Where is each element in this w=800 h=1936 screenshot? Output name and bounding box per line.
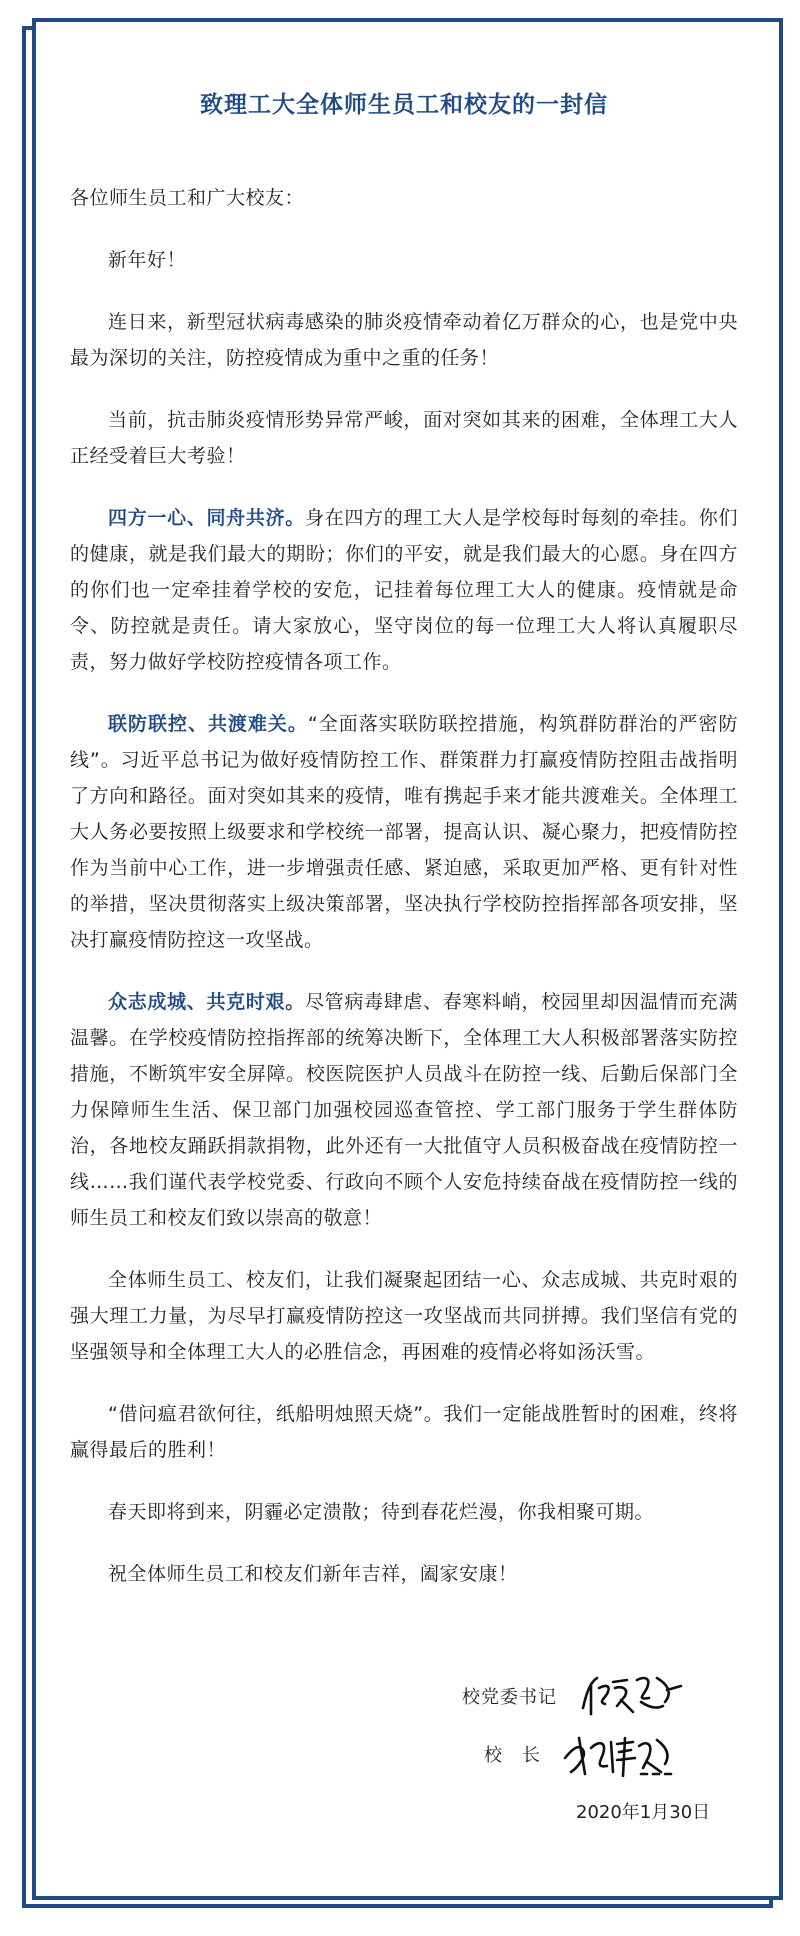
paragraph-text: 尽管病毒肆虐、春寒料峭，校园里却因温情而充满温馨。在学校疫情防控指挥部的统筹决断下，全体理工大人积极部署落实防控措施，不断筑牢安全屏障。校医院医护人员战斗在防控一线、后勤后保部门全力保障师生生活、保卫部门加强校园巡查管控、学工部门服务于学生群体防治，各地校友踊跃捐款捐物，此外还有一大批值守人员积极奋战在疫情防控一线……我们谨代表学校党委、行政向不顾个人安危持续奋战在疫情防控一线的师生员工和校友们致以崇高的敬意！ bbox=[70, 991, 738, 1229]
paragraph-epidemic-intro bbox=[70, 304, 738, 376]
paragraph-text: 连日来，新型冠状病毒感染的肺炎疫情牵动着亿万群众的心，也是党中央最为深切的关注，防控疫情成为重中之重的任务！ bbox=[70, 311, 738, 369]
paragraph-text: 新年好！ bbox=[108, 249, 187, 271]
paragraph-united bbox=[70, 500, 738, 680]
paragraph-situation bbox=[70, 402, 738, 474]
paragraph-text: 春天即将到来，阴霾必定溃散；待到春花烂漫，你我相聚可期。 bbox=[108, 1501, 655, 1523]
paragraph-lead: 众志成城、共克时艰。 bbox=[108, 991, 305, 1013]
paragraph-lead: 联防联控、共渡难关。 bbox=[108, 713, 308, 735]
paragraph-text: 祝全体师生员工和校友们新年吉祥，阖家安康！ bbox=[108, 1563, 518, 1585]
letter-body bbox=[70, 180, 738, 1618]
paragraph-new-year bbox=[70, 242, 738, 278]
paragraph-text: 当前，抗击肺炎疫情形势异常严峻，面对突如其来的困难，全体理工大人正经受着巨大考验！ bbox=[70, 409, 738, 467]
paragraph-text: 身在四方的理工大人是学校每时每刻的牵挂。你们的健康，就是我们最大的期盼；你们的平安，就是我们最大的心愿。身在四方的你们也一定牵挂着学校的安危，记挂着每位理工大人的健康。疫情就是命令、防控就是责任。请大家放心，坚守岗位的每一位理工大人将认真履职尽责，努力做好学校防控疫情各项工作。 bbox=[70, 507, 738, 673]
paragraph-together bbox=[70, 984, 738, 1236]
paragraph-text: 全体师生员工、校友们，让我们凝聚起团结一心、众志成城、共克时艰的强大理工力量，为尽早打赢疫情防控这一攻坚战而共同拼搏。我们坚信有党的坚强领导和全体理工大人的必胜信念，再困难的疫情必将如汤沃雪。 bbox=[70, 1269, 738, 1363]
greeting: 各位师生员工和广大校友： bbox=[70, 187, 305, 209]
paragraph-text: “全面落实联防联控措施，构筑群防群治的严密防线”。习近平总书记为做好疫情防控工作、群策群力打赢疫情防控阻击战指明了方向和路径。面对突如其来的疫情，唯有携起手来才能共渡难关。全体理工大人务必要按照上级要求和学校统一部署，提高认识、凝心聚力，把疫情防控作为当前中心工作，进一步增强责任感、紧迫感，采取更加严格、更有针对性的举措，坚决贯彻落实上级决策部署，坚决执行学校防控指挥部各项安排，坚决打赢疫情防控这一攻坚战。 bbox=[70, 713, 738, 951]
letter-date: 2020年1月30日 bbox=[576, 1802, 711, 1823]
handwritten-signature-icon bbox=[561, 1728, 677, 1780]
signature-row-president bbox=[484, 1728, 677, 1780]
paragraph-text: “借问瘟君欲何往，纸船明烛照天烧”。我们一定能战胜暂时的困难，终将赢得最后的胜利！ bbox=[70, 1403, 738, 1461]
handwritten-signature-icon bbox=[577, 1670, 687, 1722]
paragraph-lead: 四方一心、同舟共济。 bbox=[108, 507, 305, 529]
paragraph-joint-control bbox=[70, 706, 738, 958]
paragraph-rally bbox=[70, 1262, 738, 1370]
signature-role: 校党委书记 bbox=[462, 1687, 557, 1708]
letter-title: 致理工大全体师生员工和校友的一封信 bbox=[200, 92, 608, 118]
signature-role: 校 长 bbox=[484, 1745, 541, 1766]
paragraph-poem bbox=[70, 1396, 738, 1468]
paragraph-spring bbox=[70, 1494, 738, 1530]
signature-row-party-secretary bbox=[462, 1670, 687, 1722]
paragraph-wishes bbox=[70, 1556, 738, 1592]
